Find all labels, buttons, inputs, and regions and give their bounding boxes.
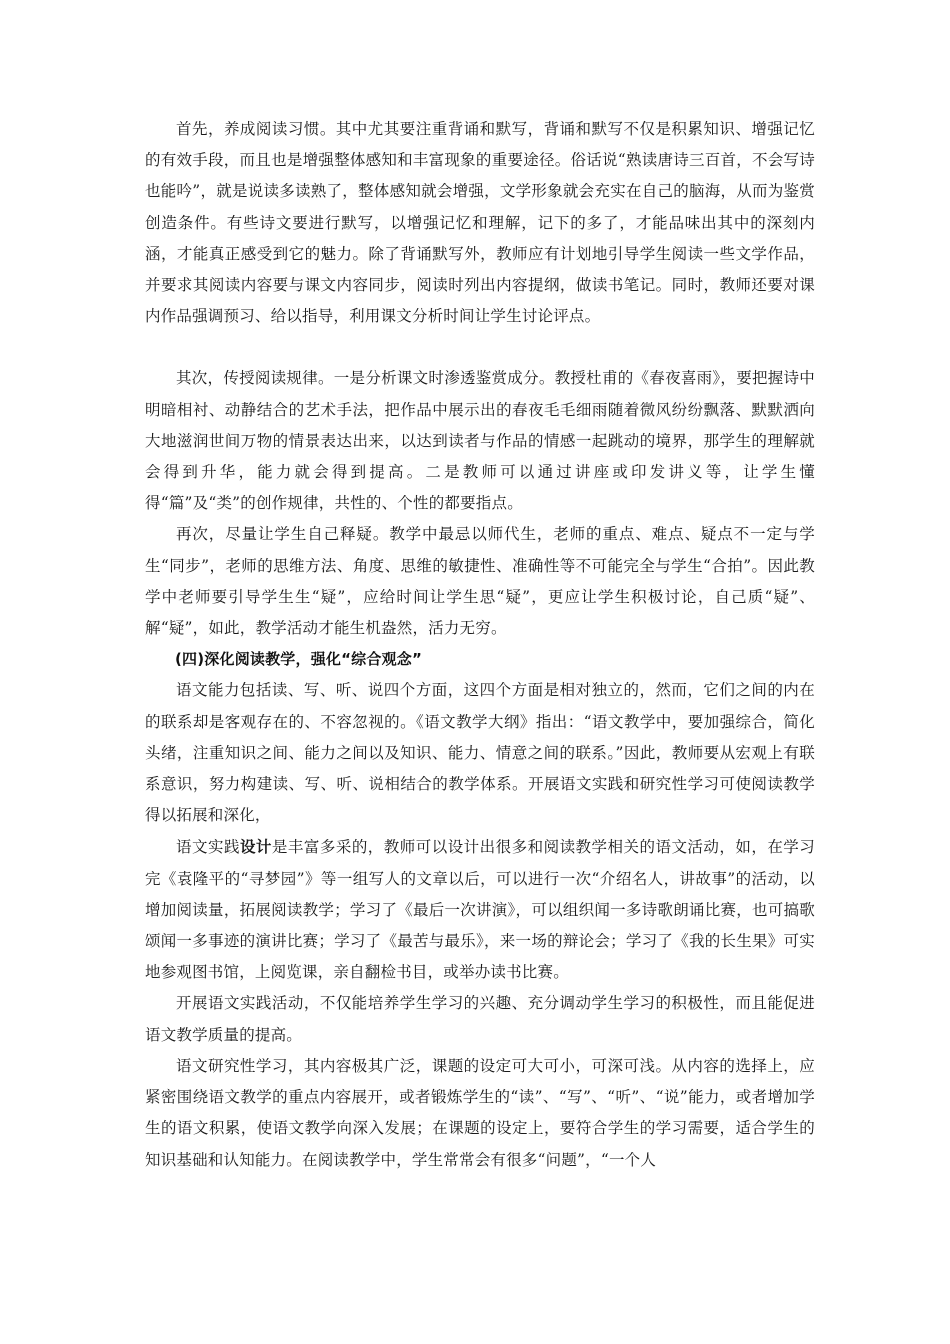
section-heading: (四)深化阅读教学，强化“综合观念”: [175, 650, 423, 669]
practice-lead-text: 语文实践: [176, 838, 240, 857]
practice-body-text: 是丰富多采的，教师可以设计出很多和阅读教学相关的语文活动，如，在学习完《袁隆平的“寻梦园”》等一组写人的文章以后，可以进行一次“介绍名人，讲故事”的活动，以增加阅读量，拓展阅读教学；学习了《最后一次讲演》，可以组织闻一多诗歌朗诵比赛，也可搞歌颂闻一多事迹的演讲比赛；学习了《最苦与最乐》，来一场的辩论会；学习了《我的长生果》可实地参观图书馆，上阅览课，亲自翻检书目，或举办读书比赛。: [145, 838, 815, 982]
paragraph-language-ability: 语文能力包括读、写、听、说四个方面，这四个方面是相对独立的，然而，它们之间的内在的联系却是客观存在的、不容忽视的。《语文教学大纲》指出：“语文教学中，要加强综合，简化头绪，注重知识之间、能力之间以及知识、能力、情意之间的联系。”因此，教师要从宏观上有联系意识，努力构建读、写、听、说相结合的教学体系。开展语文实践和研究性学习可使阅读教学得以拓展和深化，: [145, 681, 815, 825]
document-body: [145, 114, 815, 1176]
paragraph-research-learning: 语文研究性学习，其内容极其广泛，课题的设定可大可小，可深可浅。从内容的选择上，应紧密围绕语文教学的重点内容展开，或者锻炼学生的“读”、“写”、“听”、“说”能力，或者增加学生的语文积累，使语文教学向深入发展；在课题的设定上，要符合学生的学习需要，适合学生的知识基础和认知能力。在阅读教学中，学生常常会有很多“问题”，“一个人: [145, 1056, 815, 1169]
paragraph-self-explain: 再次，尽量让学生自己释疑。教学中最忌以师代生，老师的重点、难点、疑点不一定与学生“同步”，老师的思维方法、角度、思维的敏捷性、准确性等不可能完全与学生“合拍”。因此教学中老师要引导学生生“疑”，应给时间让学生思“疑”，更应让学生积极讨论，自己质“疑”、解“疑”，如此，教学活动才能生机盎然，活力无穷。: [145, 525, 815, 638]
paragraph-reading-habits: 首先，养成阅读习惯。其中尤其要注重背诵和默写，背诵和默写不仅是积累知识、增强记忆的有效手段，而且也是增强整体感知和丰富现象的重要途径。俗话说“熟读唐诗三百首，不会写诗也能吟”，就是说读多读熟了，整体感知就会增强，文学形象就会充实在自己的脑海，从而为鉴赏创造条件。有些诗文要进行默写，以增强记忆和理解，记下的多了，才能品味出其中的深刻内涵，才能真正感受到它的魅力。除了背诵默写外，教师应有计划地引导学生阅读一些文学作品，并要求其阅读内容要与课文内容同步，阅读时列出内容提纲，做读书笔记。同时，教师还要对课内作品强调预习、给以指导，利用课文分析时间让学生讨论评点。: [145, 120, 815, 326]
paragraph-reading-rules: 其次，传授阅读规律。一是分析课文时渗透鉴赏成分。教授杜甫的《春夜喜雨》，要把握诗中明暗相衬、动静结合的艺术手法，把作品中展示出的春夜毛毛细雨随着微风纷纷飘落、默默洒向大地滋润世间万物的情景表达出来，以达到读者与作品的情感一起跳动的境界，那学生的理解就会得到升华，能力就会得到提高。二是教师可以通过讲座或印发讲义等，让学生懂得“篇”及“类”的创作规律，共性的、个性的都要指点。: [145, 369, 815, 513]
paragraph-practice-benefits: 开展语文实践活动，不仅能培养学生学习的兴趣、充分调动学生学习的积极性，而且能促进语文教学质量的提高。: [145, 994, 815, 1044]
paragraph-practice-design: [145, 831, 815, 988]
practice-lead-bold-text: 设计: [239, 837, 272, 857]
